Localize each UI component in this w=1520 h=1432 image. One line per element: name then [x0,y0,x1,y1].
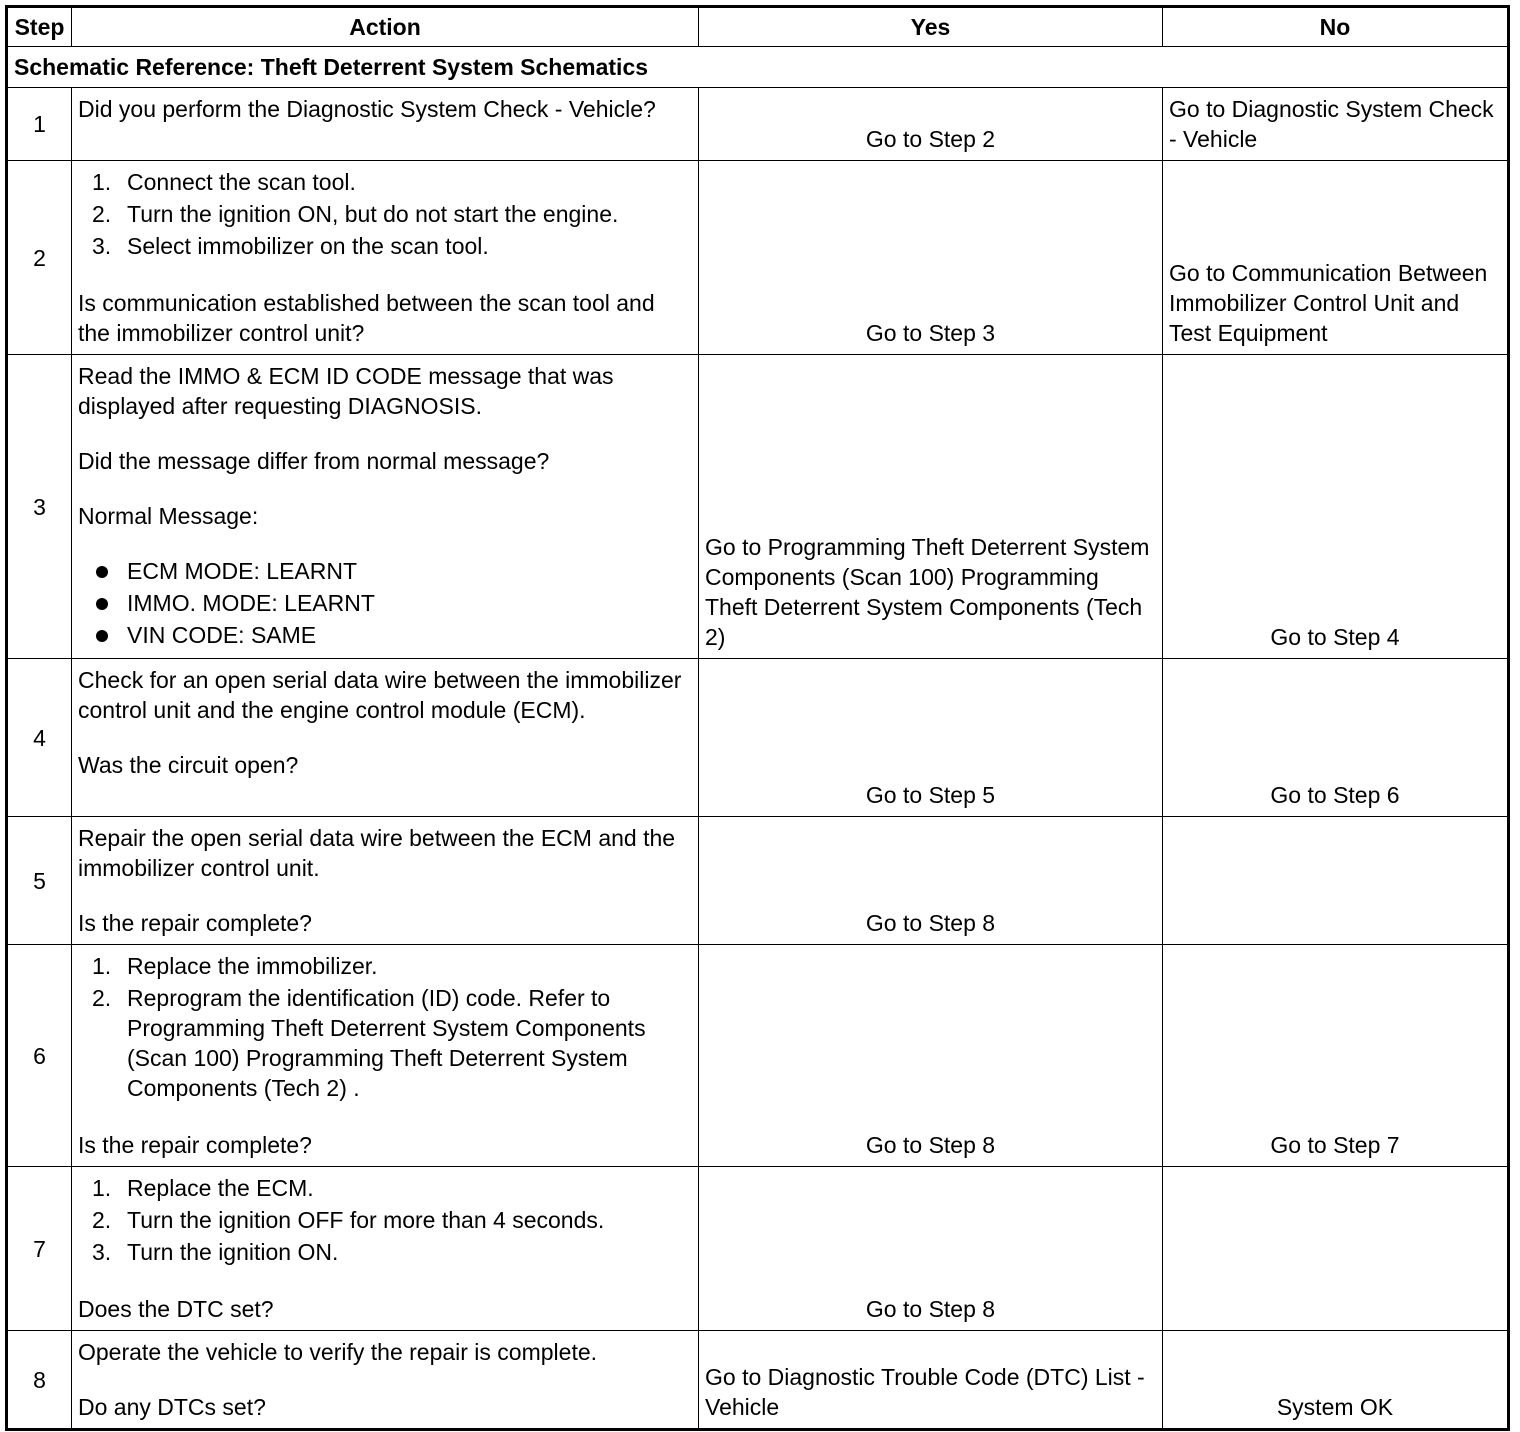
step-number: 1 [7,88,72,161]
schematic-reference: Schematic Reference: Theft Deterrent System Schematics [7,47,1509,88]
action-text: Operate the vehicle to verify the repair is complete. [78,1339,598,1365]
table-row [7,355,1509,659]
list-item: ECM MODE: LEARNT [78,556,692,586]
yes-cell: Go to Step 3 [699,161,1163,355]
list-item: VIN CODE: SAME [78,620,692,650]
list-item: 3. Turn the ignition ON. [92,1239,339,1265]
normal-message-label: Normal Message: [78,503,259,529]
yes-cell: Go to Step 2 [699,88,1163,161]
action-cell [72,659,699,817]
step-number: 5 [7,817,72,945]
question-text: Is communication established between the scan tool and the immobilizer control unit? [78,290,655,346]
table-row [7,1167,1509,1331]
action-cell [72,88,699,161]
action-cell [72,945,699,1167]
no-cell: Go to Communication Between Immobilizer Control Unit and Test Equipment [1163,161,1509,355]
no-cell [1163,817,1509,945]
schematic-reference-row [7,47,1509,88]
header-yes: Yes [699,7,1163,47]
bullet-icon [96,630,108,642]
list-item: 2. Turn the ignition ON, but do not start the engine. [92,201,619,227]
step-number: 8 [7,1331,72,1430]
list-item: 1. Replace the immobilizer. [92,953,378,979]
procedure-list [78,167,692,261]
header-row [7,7,1509,47]
action-cell [72,1167,699,1331]
header-step: Step [7,7,72,47]
list-item: 2. Turn the ignition OFF for more than 4 seconds. [92,1207,605,1233]
list-item: 3. Select immobilizer on the scan tool. [92,233,489,259]
action-text: Did you perform the Diagnostic System Check - Vehicle? [78,96,656,122]
action-cell [72,817,699,945]
yes-cell: Go to Step 8 [699,1167,1163,1331]
list-item: 1. Connect the scan tool. [92,169,356,195]
header-action: Action [72,7,699,47]
question-text: Do any DTCs set? [78,1394,266,1420]
yes-cell: Go to Diagnostic Trouble Code (DTC) List - Vehicle [699,1331,1163,1430]
step-number: 6 [7,945,72,1167]
yes-cell: Go to Step 8 [699,945,1163,1167]
action-cell [72,355,699,659]
step-number: 7 [7,1167,72,1331]
step-number: 4 [7,659,72,817]
no-cell: Go to Step 7 [1163,945,1509,1167]
bullet-icon [96,598,108,610]
table-row [7,1331,1509,1430]
diagnostic-table [5,5,1510,1431]
action-cell [72,161,699,355]
table-row [7,161,1509,355]
step-number: 2 [7,161,72,355]
question-text: Does the DTC set? [78,1296,274,1322]
question-text: Is the repair complete? [78,910,312,936]
table-row [7,88,1509,161]
list-item: 1. Replace the ECM. [92,1175,314,1201]
no-cell: Go to Step 6 [1163,659,1509,817]
action-text: Repair the open serial data wire between the ECM and the immobilizer control unit. [78,825,676,881]
list-item: 2. Reprogram the identification (ID) code. Refer to Programming Theft Deterrent System Components (Scan 100) Programming Theft Deterrent System Components (Tech 2) . [92,985,646,1101]
question-text: Did the message differ from normal message? [78,448,550,474]
list-item: IMMO. MODE: LEARNT [78,588,692,618]
procedure-list [78,1173,692,1267]
bullet-icon [96,566,108,578]
no-cell [1163,1167,1509,1331]
question-text: Is the repair complete? [78,1132,312,1158]
no-cell: System OK [1163,1331,1509,1430]
yes-cell: Go to Step 8 [699,817,1163,945]
table-row [7,817,1509,945]
table-row [7,659,1509,817]
no-cell: Go to Diagnostic System Check - Vehicle [1163,88,1509,161]
yes-cell: Go to Programming Theft Deterrent System Components (Scan 100) Programming Theft Deterrent System Components (Tech 2) [699,355,1163,659]
table-row [7,945,1509,1167]
action-cell [72,1331,699,1430]
bullet-list [78,556,692,650]
yes-cell: Go to Step 5 [699,659,1163,817]
action-text: Read the IMMO & ECM ID CODE message that was displayed after requesting DIAGNOSIS. [78,363,614,419]
action-text: Check for an open serial data wire between the immobilizer control unit and the engine control module (ECM). [78,667,682,723]
header-no: No [1163,7,1509,47]
question-text: Was the circuit open? [78,752,299,778]
procedure-list [78,951,692,1103]
no-cell: Go to Step 4 [1163,355,1509,659]
step-number: 3 [7,355,72,659]
